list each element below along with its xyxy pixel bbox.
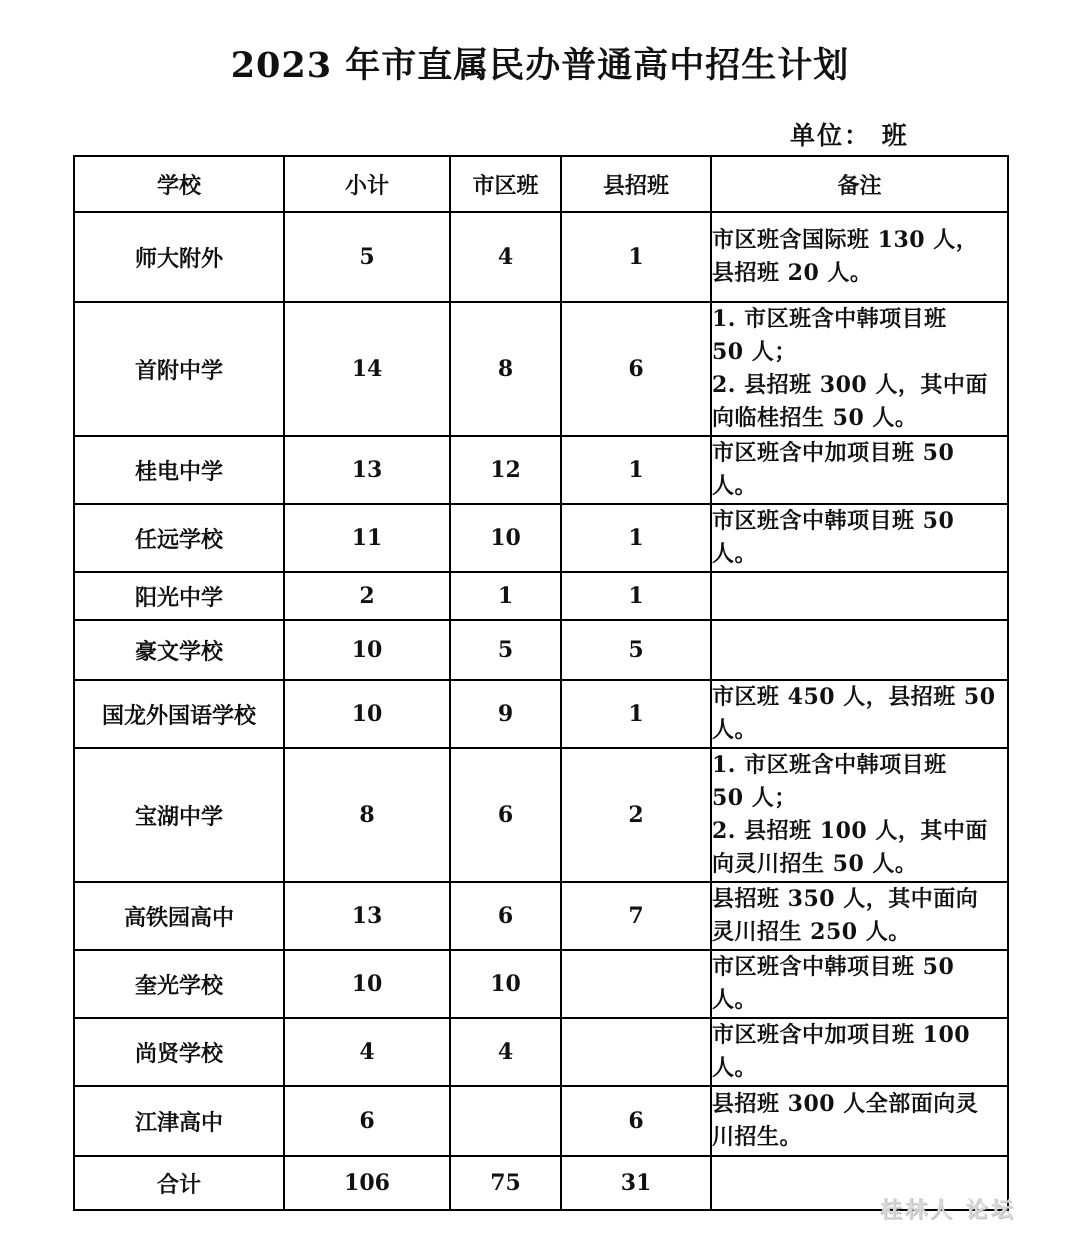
subtotal-cell: 106: [284, 1156, 450, 1210]
school-cell: 合计: [74, 1156, 284, 1210]
table-row: [74, 572, 1008, 620]
county-class-cell: 6: [561, 302, 711, 436]
county-class-cell: 1: [561, 680, 711, 748]
subtotal-cell: 10: [284, 950, 450, 1018]
county-class-cell: 7: [561, 882, 711, 950]
subtotal-cell: 13: [284, 882, 450, 950]
subtotal-cell: 8: [284, 748, 450, 882]
school-cell: 宝湖中学: [74, 748, 284, 882]
school-cell: 桂电中学: [74, 436, 284, 504]
table-row: [74, 1018, 1008, 1086]
table-row: [74, 950, 1008, 1018]
table-row: [74, 680, 1008, 748]
note-cell: [711, 572, 1008, 620]
county-class-cell: 1: [561, 436, 711, 504]
note-cell: 1. 市区班含中韩项目班 50 人； 2. 县招班 300 人，其中面 向临桂招生 50 人。: [711, 302, 1008, 436]
header-note: 备注: [711, 156, 1008, 212]
header-school: 学校: [74, 156, 284, 212]
city-class-cell: 75: [450, 1156, 561, 1210]
note-cell: 县招班 300 人全部面向灵 川招生。: [711, 1086, 1008, 1156]
table-row: [74, 1086, 1008, 1156]
county-class-cell: 2: [561, 748, 711, 882]
header-city-class: 市区班: [450, 156, 561, 212]
county-class-cell: 5: [561, 620, 711, 680]
county-class-cell: 1: [561, 504, 711, 572]
county-class-cell: [561, 1018, 711, 1086]
school-cell: 高铁园高中: [74, 882, 284, 950]
table-row: [74, 882, 1008, 950]
page-title: 2023 年市直属民办普通高中招生计划: [230, 45, 850, 86]
subtotal-cell: 10: [284, 680, 450, 748]
note-cell: 市区班含中韩项目班 50 人。: [711, 950, 1008, 1018]
table-row: [74, 748, 1008, 882]
school-cell: 师大附外: [74, 212, 284, 302]
school-cell: 任远学校: [74, 504, 284, 572]
school-cell: 阳光中学: [74, 572, 284, 620]
table-row: [74, 302, 1008, 436]
county-class-cell: [561, 950, 711, 1018]
table-row: [74, 212, 1008, 302]
enrollment-plan-table: [73, 155, 1009, 1211]
note-cell: [711, 620, 1008, 680]
county-class-cell: 1: [561, 572, 711, 620]
city-class-cell: 4: [450, 212, 561, 302]
note-cell: 市区班含中韩项目班 50 人。: [711, 504, 1008, 572]
table-row: [74, 620, 1008, 680]
subtotal-cell: 5: [284, 212, 450, 302]
city-class-cell: 8: [450, 302, 561, 436]
county-class-cell: 1: [561, 212, 711, 302]
school-cell: 尚贤学校: [74, 1018, 284, 1086]
subtotal-cell: 10: [284, 620, 450, 680]
table-header-row: [74, 156, 1008, 212]
school-cell: 豪文学校: [74, 620, 284, 680]
note-cell: 市区班含国际班 130 人， 县招班 20 人。: [711, 212, 1008, 302]
note-cell: 县招班 350 人，其中面向 灵川招生 250 人。: [711, 882, 1008, 950]
header-subtotal: 小计: [284, 156, 450, 212]
school-cell: 奎光学校: [74, 950, 284, 1018]
unit-label: 单位： 班: [790, 121, 909, 150]
city-class-cell: 1: [450, 572, 561, 620]
city-class-cell: 10: [450, 950, 561, 1018]
city-class-cell: 10: [450, 504, 561, 572]
subtotal-cell: 2: [284, 572, 450, 620]
county-class-cell: 6: [561, 1086, 711, 1156]
note-cell: 市区班 450 人，县招班 50 人。: [711, 680, 1008, 748]
header-county-class: 县招班: [561, 156, 711, 212]
city-class-cell: 5: [450, 620, 561, 680]
school-cell: 江津高中: [74, 1086, 284, 1156]
city-class-cell: 12: [450, 436, 561, 504]
city-class-cell: 6: [450, 882, 561, 950]
note-cell: 市区班含中加项目班 50 人。: [711, 436, 1008, 504]
city-class-cell: [450, 1086, 561, 1156]
school-cell: 国龙外国语学校: [74, 680, 284, 748]
note-cell: 1. 市区班含中韩项目班 50 人； 2. 县招班 100 人，其中面 向灵川招生 50 人。: [711, 748, 1008, 882]
city-class-cell: 4: [450, 1018, 561, 1086]
city-class-cell: 9: [450, 680, 561, 748]
table-row-total: [74, 1156, 1008, 1210]
table-row: [74, 436, 1008, 504]
school-cell: 首附中学: [74, 302, 284, 436]
site-watermark: 桂林人 论坛: [880, 1198, 1016, 1223]
county-class-cell: 31: [561, 1156, 711, 1210]
subtotal-cell: 14: [284, 302, 450, 436]
city-class-cell: 6: [450, 748, 561, 882]
subtotal-cell: 6: [284, 1086, 450, 1156]
subtotal-cell: 11: [284, 504, 450, 572]
note-cell: 市区班含中加项目班 100 人。: [711, 1018, 1008, 1086]
table-row: [74, 504, 1008, 572]
subtotal-cell: 13: [284, 436, 450, 504]
subtotal-cell: 4: [284, 1018, 450, 1086]
